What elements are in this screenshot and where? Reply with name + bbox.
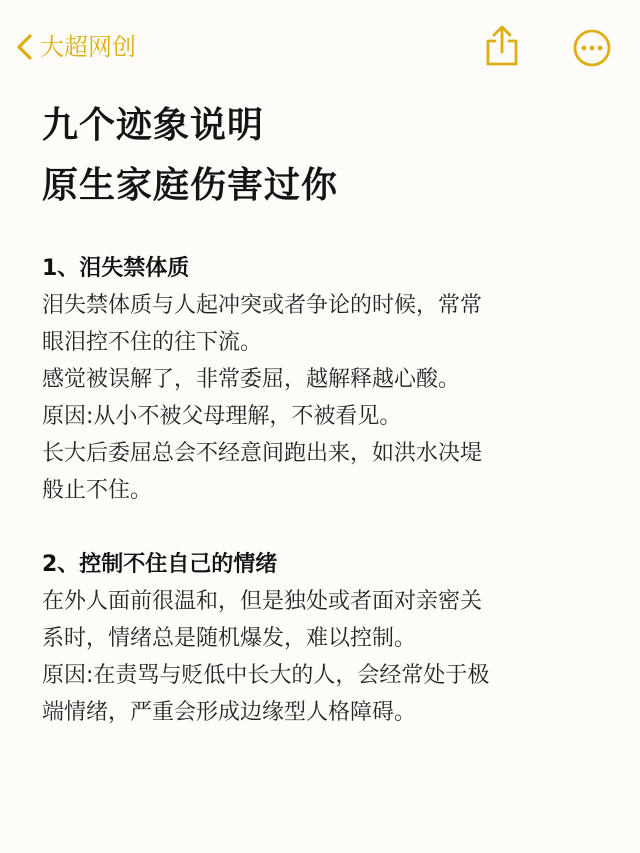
- navigation-bar: [0, 0, 640, 90]
- section-heading: 1、泪失禁体质: [42, 256, 190, 281]
- note-title: [42, 96, 602, 216]
- more-icon: [572, 53, 612, 72]
- body-line: 长大后委屈总会不经意间跑出来，如洪水决堤: [42, 441, 483, 466]
- title-line-1: 九个迹象说明: [42, 105, 265, 146]
- back-button[interactable]: [14, 28, 136, 66]
- title-line-2: 原生家庭伤害过你: [42, 165, 339, 206]
- body-line: 原因:在责骂与贬低中长大的人，会经常处于极: [42, 663, 490, 688]
- share-icon: [482, 53, 522, 72]
- more-button[interactable]: [572, 28, 612, 68]
- share-button[interactable]: [482, 24, 522, 68]
- body-line: 在外人面前很温和，但是独处或者面对亲密关: [42, 589, 483, 614]
- body-line: 眼泪控不住的往下流。: [42, 330, 263, 355]
- body-line: 端情绪，严重会形成边缘型人格障碍。: [42, 700, 417, 725]
- body-line: 原因:从小不被父母理解，不被看见。: [42, 404, 402, 429]
- section-2: [42, 546, 612, 731]
- body-line: 般止不住。: [42, 478, 153, 503]
- body-line: 感觉被误解了，非常委屈，越解释越心酸。: [42, 367, 461, 392]
- body-line: 泪失禁体质与人起冲突或者争论的时候，常常: [42, 293, 483, 318]
- note-body: [42, 250, 612, 731]
- back-label: 大超网创: [40, 33, 136, 61]
- body-line: 系时，情绪总是随机爆发，难以控制。: [42, 626, 417, 651]
- paragraph-gap: [42, 509, 612, 546]
- chevron-left-icon: [14, 32, 36, 62]
- section-1: [42, 250, 612, 509]
- section-heading: 2、控制不住自己的情绪: [42, 552, 278, 577]
